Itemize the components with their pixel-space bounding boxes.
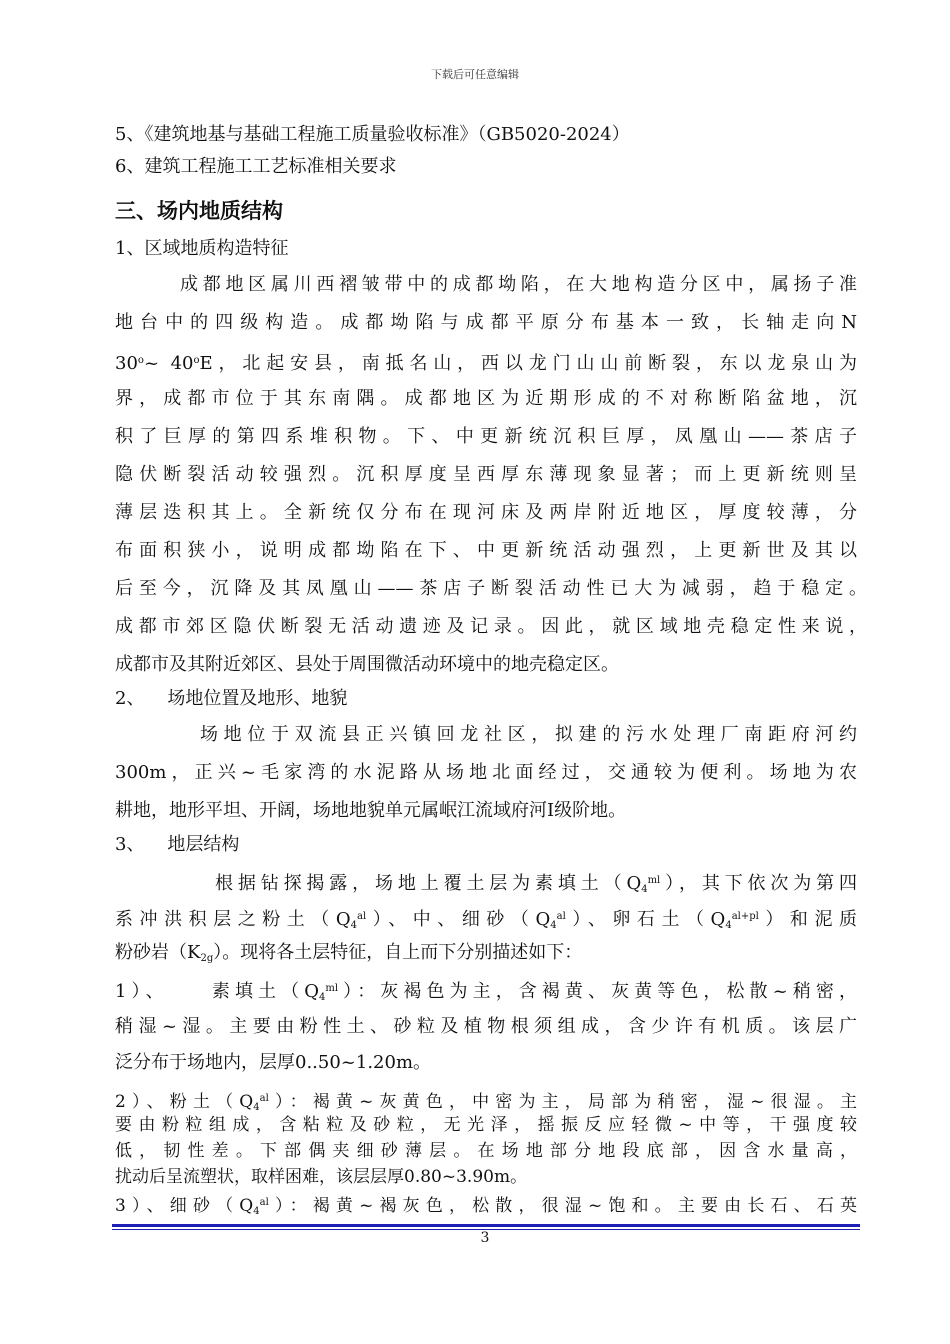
superscript: ml (647, 875, 661, 886)
subscript: 4 (253, 1102, 260, 1113)
text-line: 成都地区属川西褶皱带中的成都坳陷，在大地构造分区中，属扬子准 (180, 274, 857, 295)
text-run: ）、中、细砂（Q (366, 909, 551, 930)
text-line: 成都市及其附近郊区、县处于周围微活动环境中的地壳稳定区。 (115, 654, 619, 675)
subsection-title: 3、 地层结构 (115, 834, 240, 855)
text-run: ）。现将各土层特征，自上而下分别描述如下： (213, 942, 583, 963)
text-run: 根据钻探揭露，场地上覆土层为素填土（Q (215, 873, 642, 894)
subscript: 4 (318, 992, 326, 1003)
subscript: 4 (641, 884, 648, 895)
superscript: al (259, 1093, 269, 1104)
text-line: 5、《建筑地基与基础工程施工质量验收标准》（GB5020-2024） (115, 124, 630, 145)
text-line: 稍湿~湿。主要由粉性土、砂粒及植物根须组成，含少许有机质。该层广 (115, 1016, 857, 1037)
text-run: 1）、 素填土（Q (115, 981, 319, 1002)
superscript: al+pl (731, 911, 759, 922)
degree-mark: o (193, 355, 200, 366)
text-run: 系冲洪积层之粉土（Q (115, 909, 351, 930)
superscript: al (356, 911, 367, 922)
text-run: ），其下依次为第四 (660, 873, 857, 894)
text-line (215, 870, 857, 901)
superscript: ml (325, 983, 339, 994)
subsection-title: 2、 场地位置及地形、地貌 (115, 688, 348, 709)
subsection-title: 1、区域地质构造特征 (115, 238, 289, 259)
subscript: 4 (550, 920, 557, 931)
text-line: 泛分布于场地内，层厚0..50~1.20m。 (115, 1052, 432, 1073)
subscript: 4 (725, 920, 732, 931)
text-run: 粉砂岩（K (115, 942, 201, 963)
text-run: E，北起安县，南抵名山，西以龙门山山前断裂，东以龙泉山为 (199, 353, 857, 374)
superscript: al (259, 1197, 269, 1208)
text-run: ）：褐黄~褐灰色，松散，很湿~饱和。主要由长石、石英 (268, 1196, 857, 1216)
text-line: 低，韧性差。下部偶夹细砂薄层。在场地部分地段底部，因含水量高， (115, 1141, 857, 1161)
section-heading: 三、场内地质结构 (115, 199, 283, 223)
text-run: ）：灰褐色为主，含褐黄、灰黄等色，松散~稍密， (338, 981, 857, 1002)
text-line: 地台中的四级构造。成都坳陷与成都平原分布基本一致，长轴走向N (115, 312, 857, 333)
subscript: 4 (253, 1206, 260, 1217)
text-run: ）和泥质 (758, 909, 857, 930)
degree-mark: o (137, 355, 144, 366)
text-run: ）：褐黄~灰黄色，中密为主，局部为稍密，湿~很湿。主 (268, 1092, 857, 1112)
text-line (115, 906, 857, 937)
text-line: 场地位于双流县正兴镇回龙社区，拟建的污水处理厂南距府河约 (200, 724, 857, 745)
text-line: 薄层迭积其上。全新统仅分布在现河床及两岸附近地区，厚度较薄，分 (115, 502, 857, 523)
text-line: 扰动后呈流塑状，取样困难，该层层厚0.80~3.90m。 (115, 1167, 528, 1187)
text-line (115, 942, 582, 970)
text-line: 300m，正兴~毛家湾的水泥路从场地北面经过，交通较为便利。场地为农 (115, 762, 857, 783)
page-number: 3 (480, 1230, 490, 1246)
text-run: 3）、细砂（Q (115, 1196, 254, 1216)
subscript: 2g (200, 953, 214, 964)
text-line: 隐伏断裂活动较强烈。沉积厚度呈西厚东薄现象显著；而上更新统则呈 (115, 464, 857, 485)
header-note: 下载后可任意编辑 (431, 68, 519, 81)
text-line: 后至今，沉降及其凤凰山——茶店子断裂活动性已大为减弱，趋于稳定。 (115, 578, 867, 599)
superscript: al (556, 911, 566, 922)
text-line: 耕地，地形平坦、开阔，场地地貌单元属岷江流域府河Ⅰ级阶地。 (115, 800, 627, 821)
text-line: 6、建筑工程施工工艺标准相关要求 (115, 156, 397, 177)
text-line: 成都市郊区隐伏断裂无活动遗迹及记录。因此，就区域地壳稳定性来说， (115, 616, 867, 637)
footer-rule (112, 1224, 860, 1227)
text-run: 30 (115, 353, 138, 374)
text-line (115, 350, 857, 375)
text-run: 2）、粉土（Q (115, 1092, 254, 1112)
subscript: 4 (350, 920, 357, 931)
text-line: 积了巨厚的第四系堆积物。下、中更新统沉积巨厚，凤凰山——茶店子 (115, 426, 857, 447)
text-line (115, 1192, 857, 1223)
text-line (115, 978, 857, 1009)
text-run: ）、卵石土（Q (565, 909, 726, 930)
text-line: 布面积狭小，说明成都坳陷在下、中更新统活动强烈，上更新世及其以 (115, 540, 857, 561)
text-line: 界，成都市位于其东南隅。成都地区为近期形成的不对称断陷盆地，沉 (115, 388, 857, 409)
text-run: ~ 40 (143, 353, 194, 374)
text-line: 要由粉粒组成，含粘粒及砂粒，无光泽，摇振反应轻微~中等，干强度较 (115, 1115, 857, 1135)
